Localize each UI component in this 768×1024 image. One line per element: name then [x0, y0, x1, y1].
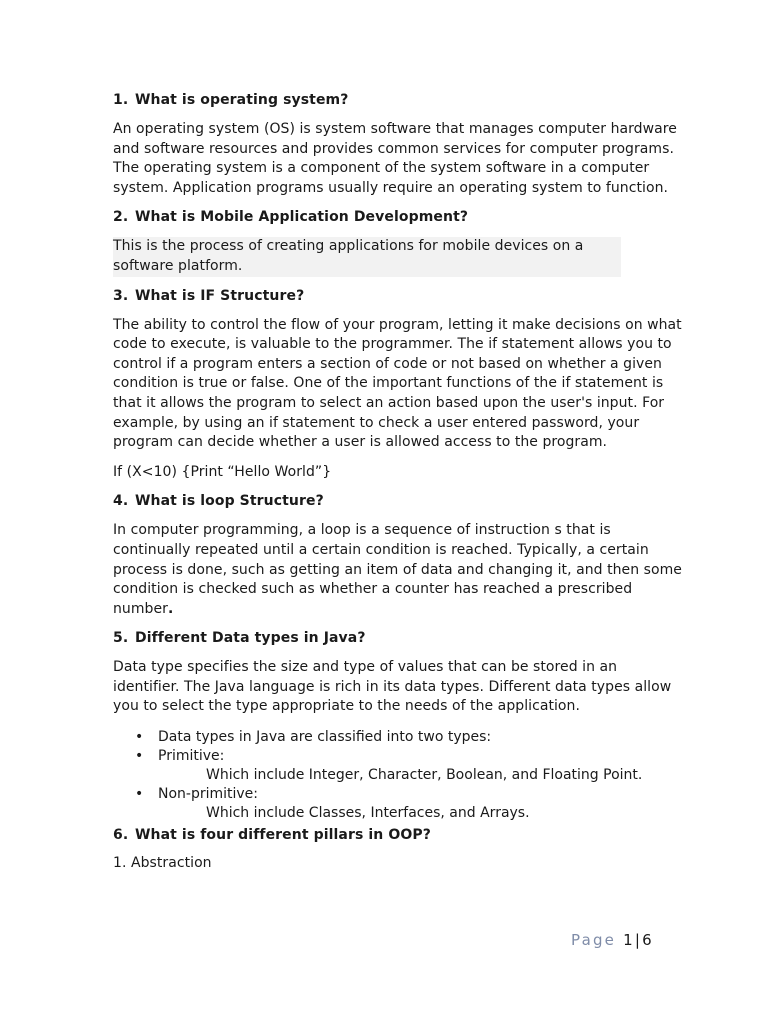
section-2-title: What is Mobile Application Development?	[135, 209, 469, 226]
list-item-text: Primitive:	[158, 748, 225, 765]
section-3-heading	[113, 286, 683, 306]
list-item-text: Non-primitive:	[158, 786, 259, 803]
page-separator: |	[634, 931, 643, 949]
data-types-list	[113, 728, 683, 823]
section-1-number: 1.	[113, 92, 129, 108]
page-current: 1	[623, 931, 635, 949]
section-1-heading	[113, 90, 683, 110]
list-item	[113, 785, 683, 804]
list-item-subtext: Which include Integer, Character, Boolean, and Floating Point.	[206, 767, 643, 784]
section-3-number: 3.	[113, 287, 129, 304]
section-3-paragraph: The ability to control the flow of your program, letting it make decisions on what code to execute, is valuable to the programmer. The if statement allows you to control if a program enters a section of code or not based on whether a given condition is true or false. One of the important functions of the if statement is that it allows the program to select an action based upon the user's input. For example, by using an if statement to check a user entered password, your program can decide whether a user is allowed access to the program.	[113, 316, 682, 451]
section-2-number: 2.	[113, 209, 129, 226]
page-number-footer	[571, 930, 654, 950]
list-item	[113, 728, 683, 747]
list-item-text: Data types in Java are classified into two types:	[158, 729, 492, 746]
list-item	[113, 747, 683, 766]
document-body	[113, 90, 683, 874]
section-5-paragraph: Data type specifies the size and type of values that can be stored in an identifier. The Java language is rich in its data types. Different data types allow you to select the type appropriate to the needs of the application.	[113, 659, 672, 715]
page-label: Page	[571, 931, 617, 949]
section-4-paragraph-period: .	[167, 600, 174, 617]
section-3-code-example: If (X<10) {Print “Hello World”}	[113, 463, 332, 480]
page-total: 6	[642, 931, 654, 949]
section-5-heading	[113, 628, 683, 648]
section-2-paragraph: This is the process of creating applications for mobile devices on a software platform.	[113, 237, 621, 276]
section-4-paragraph-text: In computer programming, a loop is a sequence of instruction s that is continually repeated until a certain condition is reached. Typically, a certain process is done, such as getting an item of data and changing it, and then some condition is checked such as whether a counter has reached a prescribed number	[113, 522, 682, 617]
bullet-icon: •	[135, 748, 144, 765]
section-5-number: 5.	[113, 630, 129, 647]
list-item-subtext: Which include Classes, Interfaces, and Arrays.	[206, 805, 530, 822]
section-1-paragraph: An operating system (OS) is system software that manages computer hardware and software resources and provides common services for computer programs. The operating system is a component of the system software in a computer system. Application programs usually require an operating system to function.	[113, 121, 677, 196]
section-5-title: Different Data types in Java?	[135, 630, 366, 647]
section-6-paragraph: 1. Abstraction	[113, 855, 212, 872]
section-4-number: 4.	[113, 493, 129, 510]
section-6-heading	[113, 825, 683, 845]
section-4-heading	[113, 491, 683, 511]
section-2-heading	[113, 207, 683, 227]
section-4-paragraph	[113, 521, 683, 619]
section-4-title: What is loop Structure?	[135, 493, 324, 510]
section-6-number: 6.	[113, 827, 129, 844]
section-6-title: What is four different pillars in OOP?	[135, 827, 431, 844]
section-3-title: What is IF Structure?	[135, 287, 305, 304]
bullet-icon: •	[135, 786, 144, 803]
section-1-title: What is operating system?	[135, 92, 349, 108]
bullet-icon: •	[135, 729, 144, 746]
